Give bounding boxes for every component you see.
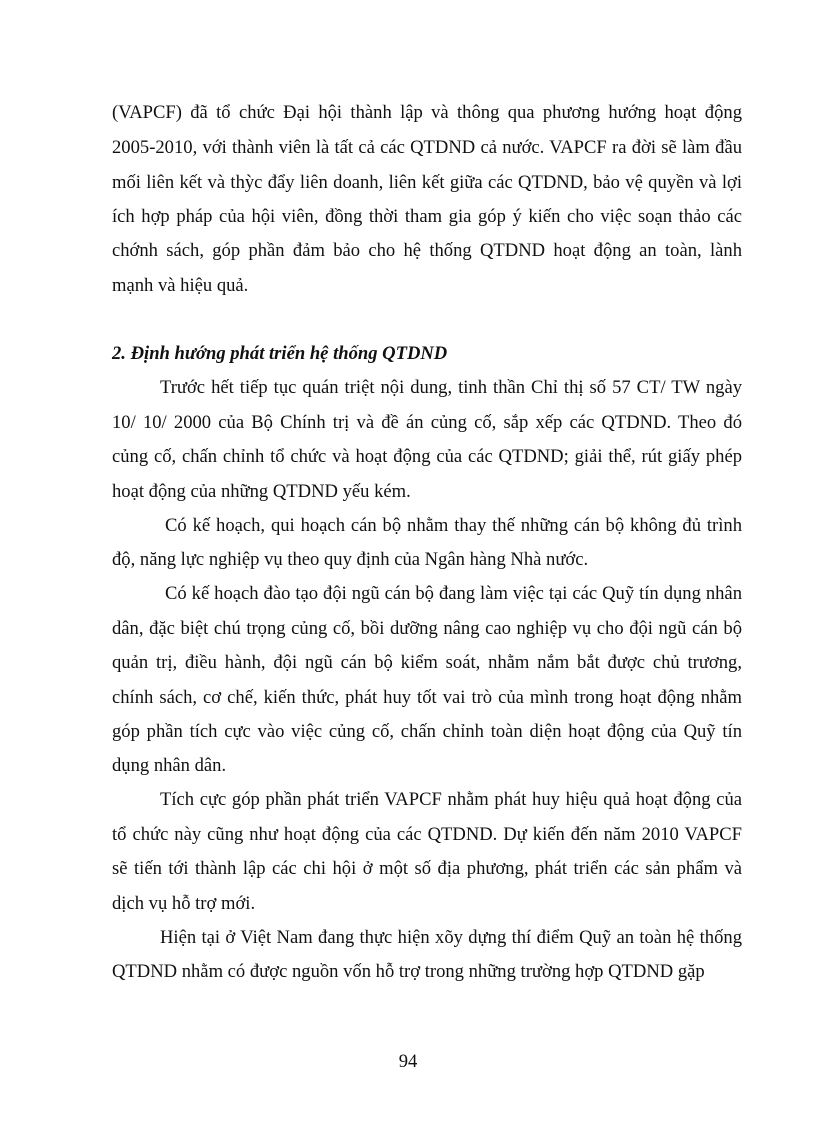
paragraph-line: Trước hết tiếp tục quán triệt nội dung, tinh thần Chỉ thị số 57 CT/ TW ngày [160, 377, 742, 398]
paragraph-line: củng cố, chấn chỉnh tổ chức và hoạt động của các QTDND; giải thể, rút giấy phép [112, 446, 742, 467]
paragraph-line: 2005-2010, với thành viên là tất cả các QTDND cả nước. VAPCF ra đời sẽ làm đầu [112, 137, 742, 158]
paragraph-line: dân, đặc biệt chú trọng củng cố, bồi dưỡng nâng cao nghiệp vụ cho đội ngũ cán bộ [112, 618, 742, 639]
paragraph-line: sẽ tiến tới thành lập các chi hội ở một số địa phương, phát triển các sản phẩm và [112, 858, 742, 879]
paragraph-line: tổ chức này cũng như hoạt động của các QTDND. Dự kiến đến năm 2010 VAPCF [112, 824, 742, 845]
section-heading: 2. Định hướng phát triển hệ thống QTDND [112, 343, 448, 364]
paragraph-line: Hiện tại ở Việt Nam đang thực hiện xõy dựng thí điểm Quỹ an toàn hệ thống [160, 927, 742, 948]
paragraph-line: QTDND nhằm có được nguồn vốn hỗ trợ trong những trường hợp QTDND gặp [112, 961, 705, 982]
paragraph-line: (VAPCF) đã tổ chức Đại hội thành lập và thông qua phương hướng hoạt động [112, 102, 742, 123]
paragraph-line: dịch vụ hỗ trợ mới. [112, 893, 256, 914]
paragraph-line: chớnh sách, góp phần đảm bảo cho hệ thống QTDND hoạt động an toàn, lành [112, 240, 742, 261]
paragraph-line: 10/ 10/ 2000 của Bộ Chính trị và đề án củng cố, sắp xếp các QTDND. Theo đó [112, 412, 742, 433]
paragraph-line: mối liên kết và thỳc đẩy liên doanh, liên kết giữa các QTDND, bảo vệ quyền và lợi [112, 172, 742, 193]
paragraph-line: mạnh và hiệu quả. [112, 275, 249, 296]
paragraph-line: độ, năng lực nghiệp vụ theo quy định của Ngân hàng Nhà nước. [112, 549, 589, 570]
paragraph-line: Có kế hoạch đào tạo đội ngũ cán bộ đang làm việc tại các Quỹ tín dụng nhân [165, 583, 742, 604]
page-number: 94 [398, 1051, 418, 1072]
paragraph-line: góp phần tích cực vào việc củng cố, chấn chỉnh toàn diện hoạt động của Quỹ tín [112, 721, 742, 742]
paragraph-line: chính sách, cơ chế, kiến thức, phát huy tốt vai trò của mình trong hoạt động nhằm [112, 687, 742, 708]
paragraph-line: Có kế hoạch, qui hoạch cán bộ nhằm thay thế những cán bộ không đủ trình [165, 515, 742, 536]
paragraph-line: dụng nhân dân. [112, 755, 227, 776]
paragraph-line: hoạt động của những QTDND yếu kém. [112, 481, 411, 502]
paragraph-line: ích hợp pháp của hội viên, đồng thời tham gia góp ý kiến cho việc soạn thảo các [112, 206, 742, 227]
paragraph-line: Tích cực góp phần phát triển VAPCF nhằm phát huy hiệu quả hoạt động của [160, 789, 742, 810]
paragraph-line: quản trị, điều hành, đội ngũ cán bộ kiểm soát, nhằm nắm bắt được chủ trương, [112, 652, 742, 673]
